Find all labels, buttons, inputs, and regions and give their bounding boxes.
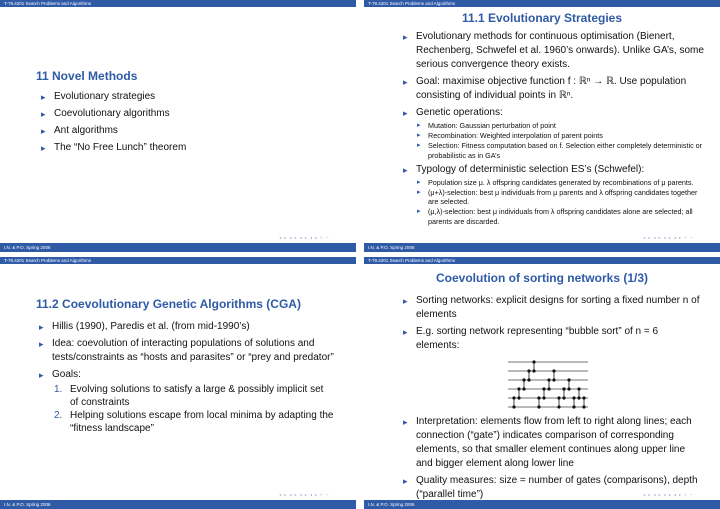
topic-list (36, 90, 336, 158)
gate-node (568, 379, 570, 381)
bullet-list (398, 30, 704, 229)
list-item-text: Goals: (52, 369, 81, 380)
gate-node (533, 370, 535, 372)
slide-title: 11.1 Evolutionary Strategies (461, 11, 623, 25)
slide-title: 11.2 Coevolutionary Genetic Algorithms (CGA) (36, 297, 301, 311)
gate-node (533, 361, 535, 363)
gate-node (548, 388, 550, 390)
slide-title: 11 Novel Methods (36, 69, 138, 83)
navigation-symbols[interactable]: ◂ ▸ ◂ ▸ ◂ ▸ ◂ ▸ ≡ ∽ (643, 235, 694, 240)
bullet-list (34, 320, 334, 438)
list-item: ▸ Idea: coevolution of interacting populations of solutions and tests/constraints as “hosts and parasites” or “prey and predator” (34, 337, 334, 365)
slide-footer: I.N. & P.O. Spring 2006 (364, 243, 720, 252)
gate-node (528, 370, 530, 372)
gate-node (578, 397, 580, 399)
gate-node (573, 406, 575, 408)
sub-item: ▸ Mutation: Gaussian perturbation of point (416, 121, 704, 130)
gate-node (583, 397, 585, 399)
sub-item: ▸ Recombination: Weighted interpolation of parent points (416, 131, 704, 140)
list-item: ▸ Goal: maximise objective function f : ℝⁿ → ℝ. Use population consisting of individual points in ℝⁿ. (398, 75, 704, 103)
gate-node (573, 397, 575, 399)
navigation-symbols[interactable]: ◂ ▸ ◂ ▸ ◂ ▸ ◂ ▸ ≡ ∽ (279, 235, 330, 240)
bubble-sort-network-diagram (398, 356, 704, 412)
navigation-symbols[interactable]: ◂ ▸ ◂ ▸ ◂ ▸ ◂ ▸ ≡ ∽ (279, 492, 330, 497)
sorting-network-figure (398, 356, 704, 412)
list-item: ▸ Ant algorithms (36, 124, 336, 138)
slide-footer: I.N. & P.O. Spring 2006 (364, 500, 720, 509)
gate-node (553, 379, 555, 381)
slide-header: T-79.4201 Search Problems and Algorithms (364, 0, 720, 7)
sub-list (416, 121, 704, 160)
gate-node (528, 379, 530, 381)
slide-novel-methods (0, 0, 356, 252)
goal-item (52, 409, 334, 435)
gate-node (578, 388, 580, 390)
list-item: ▸ E.g. sorting network representing “bubble sort” of n = 6 elements: (398, 325, 704, 353)
bullet-list (398, 294, 704, 505)
list-item: ▸ Quality measures: size = number of gates (comparisons), depth (“parallel time”) (398, 474, 704, 502)
list-item: ▸ Evolutionary methods for continuous optimisation (Bienert, Rechenberg, Schwefel et al. 1960’s onwards). Unlike GA’s, some serious convergence theory exists. (398, 30, 704, 72)
list-item: ▸ Evolutionary strategies (36, 90, 336, 104)
goal-number: 2. (54, 410, 63, 421)
slide-coevolutionary-ga (0, 257, 356, 509)
sub-item: ▸ Selection: Fitness computation based on f. Selection either completely deterministic or probabilistic as in GA’s (416, 141, 704, 159)
goal-text: Helping solutions escape from local minima by adapting the “fitness landscape” (70, 410, 334, 434)
list-item: ▸ Hillis (1990), Paredis et al. (from mid-1990’s) (34, 320, 334, 334)
list-item (398, 163, 704, 226)
gate-node (553, 370, 555, 372)
goal-item (52, 383, 334, 409)
list-item: ▸ The “No Free Lunch” theorem (36, 141, 336, 155)
slide-sorting-networks (364, 257, 720, 509)
gate-node (563, 388, 565, 390)
goals-list (52, 383, 334, 435)
slide-evolutionary-strategies (364, 0, 720, 252)
gate-node (558, 406, 560, 408)
slide-footer: I.N. & P.O. Spring 2006 (0, 500, 356, 509)
sub-item: ▸ (μ,λ)-selection: best μ individuals from λ offspring candidates alone are selected; all parents are discarded. (416, 207, 704, 225)
sub-item: ▸ Population size μ. λ offspring candidates generated by recombinations of μ parents. (416, 178, 704, 187)
gate-node (538, 397, 540, 399)
sub-list (416, 178, 704, 226)
gate-node (543, 397, 545, 399)
gate-node (563, 397, 565, 399)
slide-footer: I.N. & P.O. Spring 2006 (0, 243, 356, 252)
list-item: ▸ Interpretation: elements flow from left to right along lines; each connection (“gate”) indicates comparison of corresponding elements, so that smaller element continues along upper line and bigger element along lower line (398, 415, 704, 471)
gate-node (538, 406, 540, 408)
gate-node (543, 388, 545, 390)
slide-header: T-79.4201 Search Problems and Algorithms (364, 257, 720, 264)
navigation-symbols[interactable]: ◂ ▸ ◂ ▸ ◂ ▸ ◂ ▸ ≡ ∽ (643, 492, 694, 497)
gate-node (558, 397, 560, 399)
goal-number: 1. (54, 384, 63, 395)
gate-node (523, 379, 525, 381)
gate-node (518, 388, 520, 390)
list-item-text: Typology of deterministic selection ES’s (Schwefel): (416, 163, 645, 175)
list-item: ▸ Sorting networks: explicit designs for sorting a fixed number n of elements (398, 294, 704, 322)
gate-node (583, 406, 585, 408)
slide-header: T-79.4201 Search Problems and Algorithms (0, 0, 356, 7)
slide-title: Coevolution of sorting networks (1/3) (435, 271, 648, 285)
gate-node (513, 406, 515, 408)
gate-node (513, 397, 515, 399)
gate-node (548, 379, 550, 381)
list-item: ▸ Coevolutionary algorithms (36, 107, 336, 121)
list-item-text: Genetic operations: (416, 107, 503, 118)
gate-node (523, 388, 525, 390)
goal-text: Evolving solutions to satisfy a large & possibly implicit set of constraints (70, 384, 324, 408)
list-item (34, 368, 334, 435)
slide-header: T-79.4201 Search Problems and Algorithms (0, 257, 356, 264)
gate-node (568, 388, 570, 390)
gate-node (518, 397, 520, 399)
list-item (398, 106, 704, 160)
sub-item: ▸ (μ+λ)-selection: best μ individuals from μ parents and λ offspring candidates together are selected. (416, 188, 704, 206)
